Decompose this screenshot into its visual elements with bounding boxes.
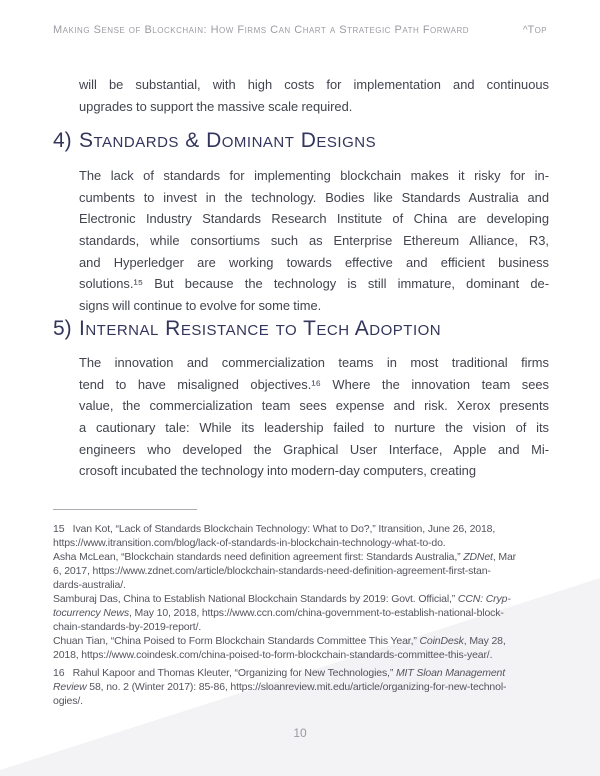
text-line: Electronic Industry Standards Research Institute of China are developing xyxy=(79,211,549,227)
back-to-top-link[interactable] xyxy=(523,24,547,36)
footnote-line: https://www.itransition.com/blog/lack-of-standards-in-blockchain-technology-what-to-do. xyxy=(53,537,446,549)
footnote-15 xyxy=(53,522,549,662)
footnote-line: ogies/. xyxy=(53,695,83,707)
section-paragraph-standards xyxy=(79,165,549,317)
running-header xyxy=(53,24,547,36)
footnotes xyxy=(53,522,549,708)
section-number: 5) xyxy=(53,317,72,340)
text-line: The innovation and commercialization teams in most traditional firms xyxy=(79,355,549,370)
footnote-divider xyxy=(53,509,197,510)
text-line: engineers who developed the Graphical User Interface, Apple and Mi- xyxy=(79,441,549,457)
text-line: value, the commercialization team sees expense and risk. Xerox presents xyxy=(79,398,549,414)
text-line: signs will continue to evolve for some time. xyxy=(79,298,322,314)
text-line: upgrades to support the massive scale required. xyxy=(79,98,353,114)
footnote-line: Samburaj Das, China to Establish National Blockchain Standards by 2019: Govt. Official,” CCN: Cryp- xyxy=(53,593,511,605)
section-heading-resistance xyxy=(53,316,547,342)
footnote-line: dards-australia/. xyxy=(53,579,126,591)
footnote-line: Asha McLean, “Blockchain standards need definition agreement first: Standards Australia,” ZDNet, Mar xyxy=(53,551,516,563)
footnote-line: Review 58, no. 2 (Winter 2017): 85-86, https://sloanreview.mit.edu/article/organizing-for-new-technol- xyxy=(53,681,507,693)
intro-paragraph xyxy=(79,74,549,117)
footnote-line: 16 Rahul Kapoor and Thomas Kleuter, “Organizing for New Technologies,” MIT Sloan Management xyxy=(53,667,506,679)
section-paragraph-resistance xyxy=(79,352,549,482)
footnote-line: 15 Ivan Kot, “Lack of Standards Blockchain Technology: What to Do?,” Itransition, June 26, 2018, xyxy=(53,523,496,535)
footnote-line: Chuan Tian, “China Poised to Form Blockchain Standards Committee This Year,” CoinDesk, May 28, xyxy=(53,635,506,647)
text-line: a cautionary tale: While its leadership failed to nurture the vision of its xyxy=(79,420,549,436)
text-line: The lack of standards for implementing blockchain makes it risky for in- xyxy=(79,168,549,183)
section-title: Internal Resistance to Tech Adoption xyxy=(79,317,442,340)
text-line: cumbents to invest in the technology. Bodies like Standards Australia and xyxy=(79,189,549,205)
text-line: will be substantial, with high costs for implementation and continuous xyxy=(79,77,549,92)
section-number: 4) xyxy=(53,129,72,152)
text-line: crosoft incubated the technology into modern-day computers, creating xyxy=(79,463,477,479)
text-line: tend to have misaligned objectives.¹⁶ Where the innovation team sees xyxy=(79,376,549,392)
section-heading-standards xyxy=(53,128,547,154)
section-title: Standards & Dominant Designs xyxy=(79,129,377,152)
text-line: standards, while consortiums such as Enterprise Ethereum Alliance, R3, xyxy=(79,233,549,249)
back-to-top-label: Top xyxy=(527,24,547,36)
text-line: solutions.¹⁵ But because the technology is still immature, dominant de- xyxy=(79,276,549,292)
document-title: Making Sense of Blockchain: How Firms Can Chart a Strategic Path Forward xyxy=(53,24,470,36)
footnote-line: 2018, https://www.coindesk.com/china-poised-to-form-blockchain-standards-committee-this-year/. xyxy=(53,649,493,661)
text-line: and Hyperledger are working towards effective and efficient business xyxy=(79,254,549,270)
footnote-line: tocurrency News, May 10, 2018, https://www.ccn.com/china-government-to-establish-national-block- xyxy=(53,607,504,619)
footnote-line: 6, 2017, https://www.zdnet.com/article/blockchain-standards-need-definition-agreement-first-stan- xyxy=(53,565,491,577)
page-number: 10 xyxy=(293,726,307,740)
caret-up-icon: ^ xyxy=(522,25,528,36)
footnote-16 xyxy=(53,666,549,708)
footnote-line: chain-standards-by-2019-report/. xyxy=(53,621,202,633)
